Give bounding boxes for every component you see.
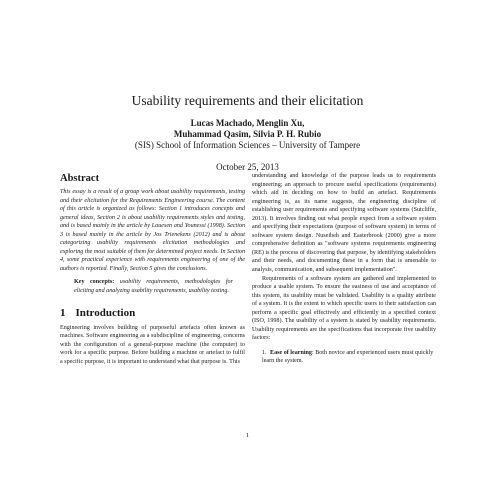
authors-line-2: Muhammad Qasim, Silvia P. H. Rubio [173,129,322,139]
list-item-number: 1. [262,349,267,356]
authors-line-1: Lucas Machado, Menglin Xu, [190,118,305,128]
list-item [262,349,436,366]
key-concepts-label: Key concepts: [74,279,115,286]
affiliation: (SIS) School of Information Sciences – University of Tampere [134,140,361,150]
list-item-text: : Both novice and experienced users must quickly learn the system. [262,349,434,365]
key-concepts-text: usability requirements, methodologies for eliciting and analyzing usability requirements, usability testing. [74,279,233,295]
paper-title: Usability requirements and their elicitation [131,93,364,108]
left-column [60,172,245,366]
section-title: Introduction [75,306,136,319]
right-paragraph-2: Requirements of a software system are gathered and implemented to produce a usable system. To ensure the easiness of use and acceptance of this system, its usability must be validated. Usability is a quality attribute of a system. It is the extent to which specific users to their satisfaction can perform a specific goal effectively and efficiently in a specified context (ISO, 1998). The usability of a system is stated by usability requirements. Usability requirements are the specifications that incorporate five usability factors: [252,275,436,342]
abstract-heading: Abstract [60,173,100,184]
page-number: 1 [245,432,250,439]
abstract-text: This essay is a result of a group work about usability requirements, testing and their elicitation for the Requirements Engineering course. The content of this article is organized as follows: Section 1 introduces concepts and general ideas, Section 2 is about usability requirements styles and testing, and is based mainly in the article by Lauesen and Younessi (1998). Section 3 is based mainly in the article by Jos Trienekens (2012) and is about categorizing usability requirements elicitation methodologies and exploring the most suitable of them for determined project needs. In Section 4, some practical experience with requirements engineering of one of the authors is reported. Finally, Section 5 gives the conclusions. [60,189,245,272]
section-number: 1 [60,306,66,319]
introduction-paragraph: Engineering involves building of purposeful artefacts often known as machines. Software engineering as a subdiscipline of engineering, concerns with the configuration of a general-purpose machine (the computer) to work for a specific purpose. Before building a machine or artefact to fulfil a specific purpose, it is important to understand what that purpose is. This [60,324,245,365]
publication-date: October 25, 2013 [216,162,279,172]
section-heading-introduction [60,306,245,320]
usability-factors-list [252,349,436,366]
key-concepts [60,278,245,295]
right-paragraph-1: understanding and knowledge of the purpose leads us to requirements engineering; an approach to procure useful specifications (requirements) which aid in deciding on how to build an artefact. Requirements engineering is, as its name suggests, the engineering discipline of establishing user requirements and specifying software systems (Sutcliffe, 2013). It involves finding out what people expect from a software system and specifying their expectations (purpose of software system) in terms of software system design. Nuseibeh and Easterbrook (2000) give a more comprehensive definition as "software systems requirements engineering (RE) is the process of discovering that purpose, by identifying stakeholders and their needs, and documenting these in a form that is amenable to analysis, communication, and subsequent implementation". [252,173,436,274]
author-list [0,118,495,140]
list-item-title: Ease of learning [270,349,312,356]
right-column [252,172,436,366]
